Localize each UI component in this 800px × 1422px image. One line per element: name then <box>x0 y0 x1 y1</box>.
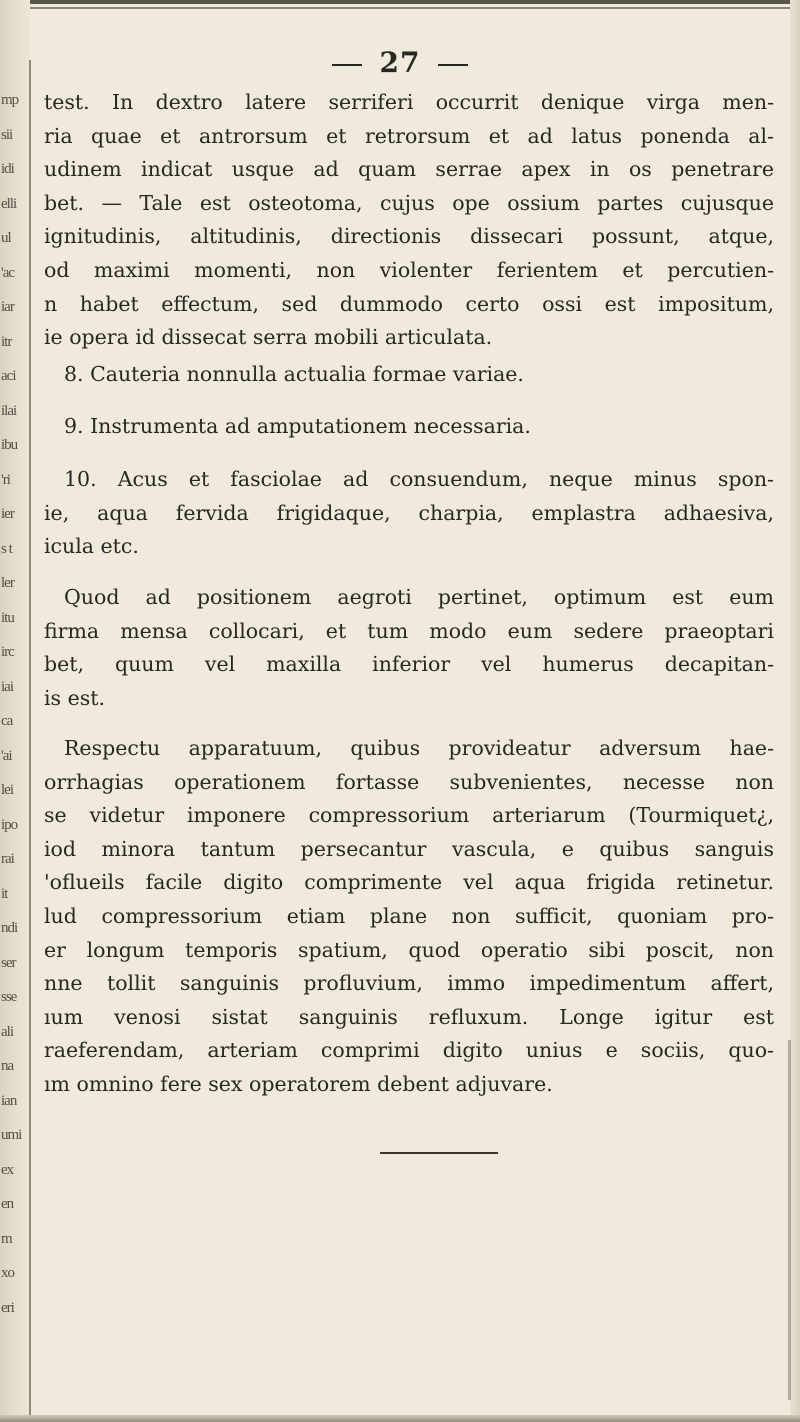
text-line: se videtur imponere compressorium arteriarum (Tourmiquet¿, <box>44 803 774 828</box>
text-line: is est. <box>44 685 105 710</box>
gutter-text-fragment: aci <box>1 368 16 384</box>
text-line: 9. Instrumenta ad amputationem necessaria. <box>64 414 531 438</box>
gutter-text-fragment: ca <box>1 713 13 729</box>
gutter-text-fragment: 'ri <box>1 471 10 488</box>
text-line: Quod ad positionem aegroti pertinet, optimum est eum <box>64 585 774 609</box>
gutter-text-fragment: m <box>1 1230 12 1247</box>
list-item-10 <box>44 463 774 564</box>
text-line: iod minora tantum persecantur vascula, e quibus sanguis <box>44 836 774 861</box>
gutter-text-fragment: na <box>1 1058 14 1074</box>
gutter-text-fragment: irc <box>1 644 14 660</box>
gutter-text-fragment: 'ac <box>1 264 15 281</box>
text-line: orrhagias operationem fortasse subvenientes, necesse non <box>44 769 774 794</box>
gutter-text-fragment: ibu <box>1 437 18 453</box>
gutter-text-fragment: itr <box>1 333 12 350</box>
page-number-text: 27 <box>379 46 421 79</box>
text-line: nne tollit sanguinis profluvium, immo impedimentum affert, <box>44 971 774 996</box>
text-line: firma mensa collocari, et tum modo eum sedere praeoptari <box>44 618 774 643</box>
right-edge-shadow <box>788 1040 791 1400</box>
page-number <box>0 46 800 79</box>
text-line: bet, quum vel maxilla inferior vel humerus decapitan- <box>44 652 774 677</box>
text-line: 8. Cauteria nonnulla actualia formae variae. <box>64 362 524 386</box>
text-line: ignitudinis, altitudinis, directionis dissecari possunt, atque, <box>44 224 774 249</box>
gutter-text-fragment: ier <box>1 506 14 522</box>
paragraph-positio <box>44 581 774 715</box>
gutter-text-fragment: iai <box>1 678 13 695</box>
text-line: lud compressorium etiam plane non sufficit, quoniam pro- <box>44 903 774 928</box>
gutter-text-fragment: 'ai <box>1 747 12 764</box>
text-line: n habet effectum, sed dummodo certo ossi est impositum, <box>44 291 774 316</box>
gutter-text-fragment: elli <box>1 195 17 212</box>
text-line: ım omnino fere sex operatorem debent adjuvare. <box>44 1071 553 1096</box>
top-edge-rule-inner <box>0 7 800 9</box>
text-line: ie opera id dissecat serra mobili articulata. <box>44 325 493 350</box>
text-line: er longum temporis spatium, quod operatio sibi poscit, non <box>44 937 774 962</box>
gutter-text-fragment: lei <box>1 782 13 798</box>
text-line: bet. — Tale est osteotoma, cujus ope ossium partes cujusque <box>44 190 774 215</box>
gutter-text-fragment: sse <box>1 989 17 1005</box>
gutter-text-fragment: mp <box>1 92 19 108</box>
text-line: icula etc. <box>44 534 139 559</box>
top-edge-rule <box>0 0 800 4</box>
gutter-fold-line <box>29 60 31 1420</box>
gutter-text-fragment: ali <box>1 1023 13 1040</box>
gutter-text-fragment: ler <box>1 575 14 591</box>
text-line: udinem indicat usque ad quam serrae apex in os penetrare <box>44 157 774 182</box>
gutter-text-fragment: itu <box>1 609 14 626</box>
paragraph-apparatus <box>44 732 774 1102</box>
right-page-edge <box>790 0 800 1422</box>
facing-page-gutter <box>0 0 30 1422</box>
gutter-text-fragment: xo <box>1 1265 14 1281</box>
gutter-text-fragment: en <box>1 1196 14 1212</box>
list-item-8 <box>44 358 774 392</box>
gutter-text-fragment: eri <box>1 1299 14 1316</box>
page-number-dash-left <box>332 64 362 66</box>
gutter-text-fragment: ser <box>1 954 16 971</box>
gutter-text-fragment: idi <box>1 161 14 177</box>
gutter-text-fragment: s t <box>1 540 12 557</box>
gutter-text-fragment: ex <box>1 1161 14 1178</box>
text-line: raeferendam, arteriam comprimi digito unius e sociis, quo- <box>44 1038 774 1063</box>
bottom-page-edge <box>0 1415 800 1422</box>
text-line: ıum venosi sistat sanguinis refluxum. Longe igitur est <box>44 1004 774 1029</box>
gutter-text-fragment: ian <box>1 1092 17 1109</box>
text-line: ria quae et antrorsum et retrorsum et ad latus ponenda al- <box>44 123 774 148</box>
text-line: test. In dextro latere serriferi occurrit denique virga men- <box>44 90 774 114</box>
text-line: ie, aqua fervida frigidaque, charpia, emplastra adhaesiva, <box>44 500 774 525</box>
text-line: Respectu apparatuum, quibus provideatur adversum hae- <box>64 736 774 760</box>
decorative-rule <box>380 1152 498 1154</box>
gutter-text-fragment: ul <box>1 230 11 246</box>
gutter-text-fragment: umi <box>1 1127 22 1143</box>
gutter-text-fragment: sii <box>1 126 13 143</box>
gutter-text-fragment: rai <box>1 851 14 867</box>
gutter-text-fragment: ndi <box>1 920 18 936</box>
gutter-text-fragment: it <box>1 885 8 902</box>
list-item-9 <box>44 410 774 444</box>
text-line: od maximi momenti, non violenter ferientem et percutien- <box>44 257 774 282</box>
text-line: 'oflueils facile digito comprimente vel aqua frigida retinetur. <box>44 870 774 895</box>
text-line: 10. Acus et fasciolae ad consuendum, neque minus spon- <box>64 467 774 491</box>
page-number-dash-right <box>438 64 468 66</box>
gutter-text-fragment: ipo <box>1 816 18 833</box>
paragraph-continuation <box>44 86 774 355</box>
gutter-text-fragment: ilai <box>1 402 17 419</box>
gutter-text-fragment: iar <box>1 299 14 315</box>
